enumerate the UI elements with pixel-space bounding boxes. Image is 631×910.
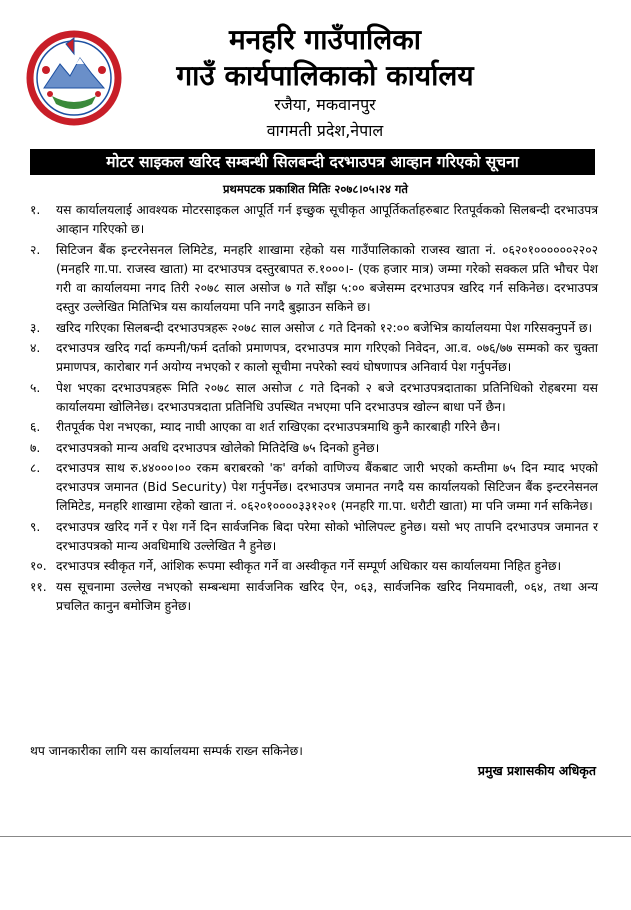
bottom-divider: [0, 836, 631, 837]
item-text: सिटिजन बैंक इन्टरनेसनल लिमिटेड, मनहरि शाखामा रहेको यस गाउँपालिकाको राजस्व खाता नं. ०६२०१००००००२२०२ (मनहरि गा.पा. राजस्व खाता) मा दरभाउपत्र दस्तुरबापत रु.१०००।- (एक हजार मात्र) जम्मा गरेको सक्कल प्रति भौचर पेश गरी वा कार्यालयमा नगद तिरी २०७८ साल असोज ७ गते साँझ ५:०० बजेसम्म दरभाउपत्र खरिद गर्न सकिनेछ। दरभाउपत्र दस्तुर उल्लेखित मितिभित्र यस कार्यालयमा पनि नगदै बुझाउन सकिने छ।: [56, 242, 598, 315]
item-number: ८.: [30, 460, 41, 475]
item-text: दरभाउपत्रको मान्य अवधि दरभाउपत्र खोलेको मितिदेखि ७५ दिनको हुनेछ।: [56, 440, 380, 455]
notice-item: [30, 201, 598, 240]
office-address: रजैया, मकवानपुर: [274, 95, 376, 114]
emblem-logo: [26, 30, 122, 126]
notice-item: [30, 557, 598, 576]
item-text: दरभाउपत्र खरिद गर्ने र पेश गर्ने दिन सार्वजनिक बिदा परेमा सोको भोलिपल्ट हुनेछ। यसो भए तापनि दरभाउपत्र जमानत र दरभाउपत्रको मान्य अवधिमाथि उल्लेखित नै हुनेछ।: [56, 519, 598, 554]
municipality-name: मनहरि गाउँपालिका: [228, 23, 422, 56]
item-text: दरभाउपत्र खरिद गर्दा कम्पनी/फर्म दर्ताको प्रमाणपत्र, दरभाउपत्र माग गरिएको निवेदन, आ.व. ०७६/७७ सम्मको कर चुक्ता प्रमाणपत्र, कारोबार गर्न अयोग्य नभएको र कालो सूचीमा नपरेको स्वयं घोषणापत्र अनिवार्य पेश गर्नुपर्नेछ।: [56, 341, 598, 375]
item-number: ९.: [30, 519, 41, 534]
item-text: खरिद गरिएका सिलबन्दी दरभाउपत्रहरू २०७८ साल असोज ८ गते दिनको १२:०० बजेभित्र कार्यालयमा पेश गरिसक्नुपर्ने छ।: [56, 320, 593, 335]
notice-item: [30, 418, 598, 437]
notice-item: [30, 319, 598, 338]
notice-item: [30, 379, 598, 418]
item-text: पेश भएका दरभाउपत्रहरू मिति २०७८ साल असोज ८ गते दिनको २ बजे दरभाउपत्रदाताका प्रतिनिधिको रोहबरमा यस कार्यालयमा खोलिनेछ। दरभाउपत्रदाता प्रतिनिधि उपस्थित नभएमा पनि दरभाउपत्र खोल्न बाधा पर्ने छैन।: [56, 380, 598, 414]
item-number: १०.: [30, 559, 47, 574]
office-name: गाउँ कार्यपालिकाको कार्यालय: [176, 59, 474, 92]
item-text: यस सूचनामा उल्लेख नभएको सम्बन्धमा सार्वजनिक खरिद ऐन, ०६३, सार्वजनिक खरिद नियमावली, ०६४, तथा अन्य प्रचलित कानुन बमोजिम हुनेछ।: [56, 579, 598, 613]
notice-item: [30, 439, 598, 458]
item-number: ११.: [30, 579, 47, 594]
notice-item: [30, 241, 598, 318]
item-number: १.: [30, 203, 41, 217]
item-number: ७.: [30, 440, 41, 455]
signatory-title: प्रमुख प्रशासकीय अधिकृत: [477, 763, 596, 778]
contact-note: थप जानकारीका लागि यस कार्यालयमा सम्पर्क राख्न सकिनेछ।: [30, 744, 303, 758]
item-text: रीतपूर्वक पेश नभएका, म्याद नाघी आएका वा शर्त राखिएका दरभाउपत्रमाथि कुनै कारबाही गरिने छैन।: [56, 420, 501, 435]
notice-title-banner: मोटर साइकल खरिद सम्बन्धी सिलबन्दी दरभाउपत्र आव्हान गरिएको सूचना: [30, 149, 595, 175]
notice-item: [30, 518, 598, 557]
item-number: ३.: [30, 320, 41, 335]
item-text: यस कार्यालयलाई आवश्यक मोटरसाइकल आपूर्ति गर्न इच्छुक सूचीकृत आपूर्तिकर्ताहरुबाट रितपूर्वकको सिलबन्दी दरभाउपत्र आव्हान गरिएको छ।: [56, 203, 598, 237]
province-name: वागमती प्रदेश,नेपाल: [266, 121, 384, 140]
notice-item: [30, 339, 598, 378]
item-number: २.: [30, 242, 41, 257]
item-text: दरभाउपत्र स्वीकृत गर्ने, आंशिक रूपमा स्वीकृत गर्ने वा अस्वीकृत गर्ने सम्पूर्ण अधिकार यस कार्यालयमा निहित हुनेछ।: [56, 559, 562, 574]
notice-item: [30, 578, 598, 617]
notice-item: [30, 459, 598, 517]
item-number: ४.: [30, 341, 41, 356]
item-text: दरभाउपत्र साथ रु.४४०००।०० रकम बराबरको 'क' वर्गको वाणिज्य बैंकबाट जारी भएको कम्तीमा ७५ दिन म्याद भएको दरभाउपत्र जमानत (Bid Security) पेश गर्नुपर्नेछ। दरभाउपत्र जमानत नगदै यस कार्यालयको सिटिजन बैंक इन्टरनेसनल लिमिटेड, मनहरि शाखामा रहेको खाता नं. ०६२०१००००३३१२०१ (मनहरि गा.पा. धरौटी खाता) मा पनि जम्मा गर्न सकिनेछ।: [56, 460, 598, 514]
published-date: प्रथमपटक प्रकाशित मितिः २०७८।०५।२४ गते: [223, 182, 408, 196]
notice-items: [30, 201, 598, 617]
item-number: ६.: [30, 420, 41, 435]
item-number: ५.: [30, 380, 41, 395]
